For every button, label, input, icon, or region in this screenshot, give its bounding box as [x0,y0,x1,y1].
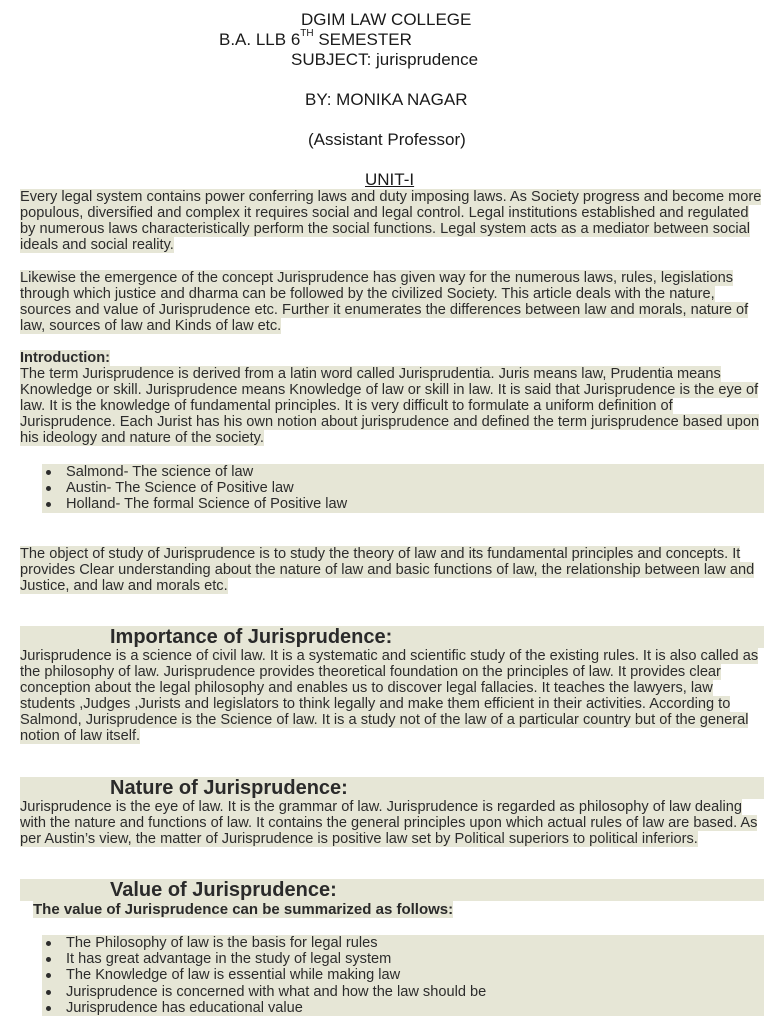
list-item: Austin- The Science of Positive law [42,480,764,496]
heading-text: Nature of Jurisprudence: [110,777,348,799]
definitions-list [42,464,764,513]
author-line: BY: MONIKA NAGAR [305,90,468,109]
course-prefix: B.A. LLB 6 [219,30,301,49]
list-item: The Knowledge of law is essential while making law [42,967,764,983]
course-line [219,30,412,50]
value-intro-text: The value of Jurisprudence can be summarized as follows: [33,901,454,918]
paragraph-object [20,546,764,594]
course-superscript: TH [300,28,314,40]
value-intro [33,901,453,918]
college-name: DGIM LAW COLLEGE [301,10,472,29]
paragraph-text: Likewise the emergence of the concept Jurisprudence has given way for the numerous laws, rules, legislations through which justice and dharma can be followed by the civilized Society. This article deals with the nature, sources and value of Jurisprudence etc. Further it enumerates the differences between law and morals, nature of law, sources of law and Kinds of law etc. [20,270,749,335]
paragraph-legal-system [20,189,764,253]
nature-paragraph [20,799,764,847]
nature-heading [20,777,764,799]
list-item: It has great advantage in the study of legal system [42,951,764,967]
course-suffix: SEMESTER [313,30,412,49]
importance-heading [20,626,764,648]
paragraph-emergence [20,270,764,334]
value-heading [20,879,764,901]
value-list [42,935,764,1016]
paragraph-text: Jurisprudence is a science of civil law. It is a systematic and scientific study of the existing rules. It is also called as the philosophy of law. Jurisprudence provides theoretical foundation on the principles of law. It provides clear conception about the legal philosophy and enables us to discover legal fallacies. It teaches the lawyers, law students ,Judges ,Jurists and legislators to think legally and make them efficient in their activities. According to Salmond, Jurisprudence is the Science of law. It is a study not of the law of a particular country but of the general notion of law itself. [20,648,759,745]
importance-paragraph [20,648,764,745]
subject-line: SUBJECT: jurisprudence [291,50,479,69]
list-item: Holland- The formal Science of Positive law [42,496,764,512]
introduction-label: Introduction: [20,350,110,366]
list-item: Salmond- The science of law [42,464,764,480]
introduction-section [20,350,764,447]
introduction-text: The term Jurisprudence is derived from a latin word called Jurisprudentia. Juris means law, Prudentia means Knowledge or skill. Jurisprudence means Knowledge of law or skill in law. It is said that Jurisprudence is the eye of law. It is the knowledge of fundamental principles. It is very difficult to formulate a uniform definition of Jurisprudence. Each Jurist has his own notion about jurisprudence and defined the term jurisprudence based upon his ideology and nature of the society. [20,366,760,447]
unit-title: UNIT-I [365,170,415,189]
paragraph-text: Every legal system contains power conferring laws and duty imposing laws. As Society progress and become more populous, diversified and complex it requires social and legal control. Legal institutions established and regulated by numerous laws characteristically perform the social functions. Legal system acts as a mediator between social ideals and social reality. [20,189,762,254]
heading-text: Importance of Jurisprudence: [110,626,393,648]
designation-line: (Assistant Professor) [308,130,466,149]
paragraph-text: The object of study of Jurisprudence is to study the theory of law and its fundamental principles and concepts. It provides Clear understanding about the nature of law and basic functions of law, the relationship between law and Justice, and law and morals etc. [20,546,755,595]
list-item: Jurisprudence has educational value [42,1000,764,1016]
list-item: The Philosophy of law is the basis for legal rules [42,935,764,951]
heading-text: Value of Jurisprudence: [110,879,337,901]
paragraph-text: Jurisprudence is the eye of law. It is the grammar of law. Jurisprudence is regarded as philosophy of law dealing with the nature and functions of law. It contains the general principles upon which actual rules of law are based. As per Austin’s view, the matter of Jurisprudence is positive law set by Political superiors to political inferiors. [20,799,758,848]
list-item: Jurisprudence is concerned with what and how the law should be [42,984,764,1000]
